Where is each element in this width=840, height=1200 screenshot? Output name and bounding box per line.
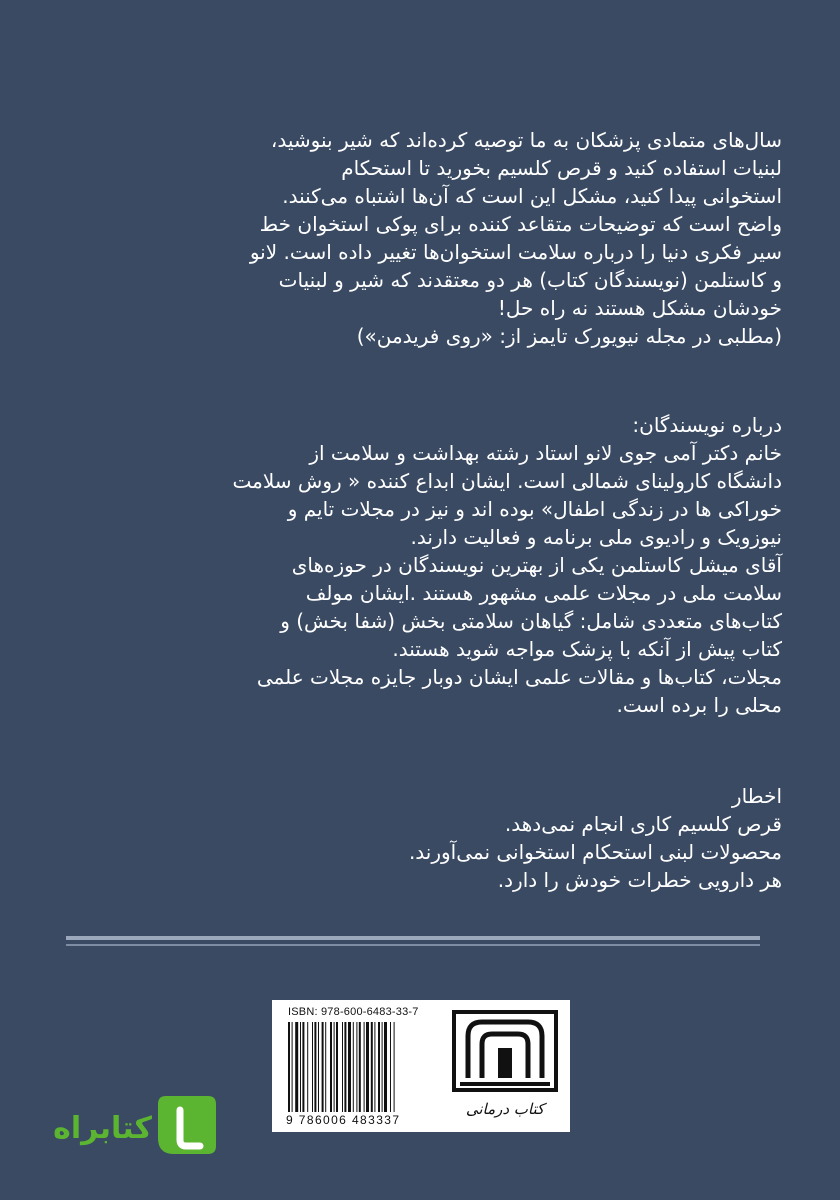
intro-source: (مطلبی در مجله نیویورک تایمز از: «روی فریدمن»)	[356, 324, 782, 348]
about-authors-section	[118, 411, 782, 719]
authors-line: آقای میشل کاستلمن یکی از بهترین نویسندگان در حوزه‌های	[291, 553, 782, 577]
intro-line: سیر فکری دنیا را درباره سلامت استخوان‌ها تغییر داده است. لانو	[249, 240, 782, 264]
intro-paragraph	[118, 126, 782, 350]
warning-line: هر دارویی خطرات خودش را دارد.	[497, 868, 782, 892]
authors-line: دانشگاه کارولینای شمالی است. ایشان ابداع کننده « روش سلامت	[232, 469, 782, 493]
intro-line: خودشان مشکل هستند نه راه حل!	[497, 296, 782, 320]
authors-line: کتاب پیش از آنکه با پزشک مواجه شوید هستند.	[392, 637, 782, 661]
intro-line: لبنیات استفاده کنید و قرص کلسیم بخورید تا استحکام	[341, 156, 782, 180]
divider-rule-thin	[66, 944, 760, 946]
ketabrah-logo-icon	[40, 1090, 220, 1160]
authors-line: سلامت ملی در مجلات علمی مشهور هستند .ایشان مولف	[305, 581, 782, 605]
site-logo-text: کتابراه	[53, 1111, 152, 1146]
authors-line: خانم دکتر آمی جوی لانو استاد رشته بهداشت و سلامت از	[309, 441, 782, 465]
barcode-icon	[288, 1022, 428, 1112]
publisher-emblem-icon	[448, 1008, 562, 1126]
warning-heading: اخطار	[731, 784, 782, 808]
about-authors-heading: درباره نویسندگان:	[632, 413, 782, 437]
intro-line: سال‌های متمادی پزشکان به ما توصیه کرده‌اند که شیر بنوشید،	[270, 128, 782, 152]
publisher-name: کتاب درمانی	[465, 1100, 545, 1118]
isbn-label: ISBN: 978-600-6483-33-7	[288, 1006, 419, 1018]
warning-line: محصولات لبنی استحکام استخوانی نمی‌آورند.	[408, 840, 782, 864]
authors-line: محلی را برده است.	[616, 693, 782, 717]
intro-line: استخوانی پیدا کنید، مشکل این است که آن‌ها اشتباه می‌کنند.	[282, 184, 782, 208]
intro-line: واضح است که توضیحات متقاعد کننده برای پوکی استخوان خط	[259, 212, 782, 236]
authors-line: مجلات، کتاب‌ها و مقالات علمی ایشان دوبار جایزه مجلات علمی	[256, 665, 782, 689]
authors-line: خوراکی ها در زندگی اطفال» بوده اند و نیز در مجلات تایم و	[287, 497, 782, 521]
divider-rule	[66, 936, 760, 940]
isbn-barcode-panel	[272, 1000, 570, 1132]
warning-line: قرص کلسیم کاری انجام نمی‌دهد.	[504, 812, 782, 836]
warning-section	[118, 782, 782, 894]
authors-line: کتاب‌های متعددی شامل: گیاهان سلامتی بخش (شفا بخش) و	[280, 609, 782, 633]
ean-digits: 9 786006 483337	[286, 1113, 401, 1127]
intro-line: و کاستلمن (نویسندگان کتاب) هر دو معتقدند که شیر و لبنیات	[278, 268, 782, 292]
authors-line: نیوزویک و رادیوی ملی برنامه و فعالیت دارند.	[410, 525, 782, 549]
